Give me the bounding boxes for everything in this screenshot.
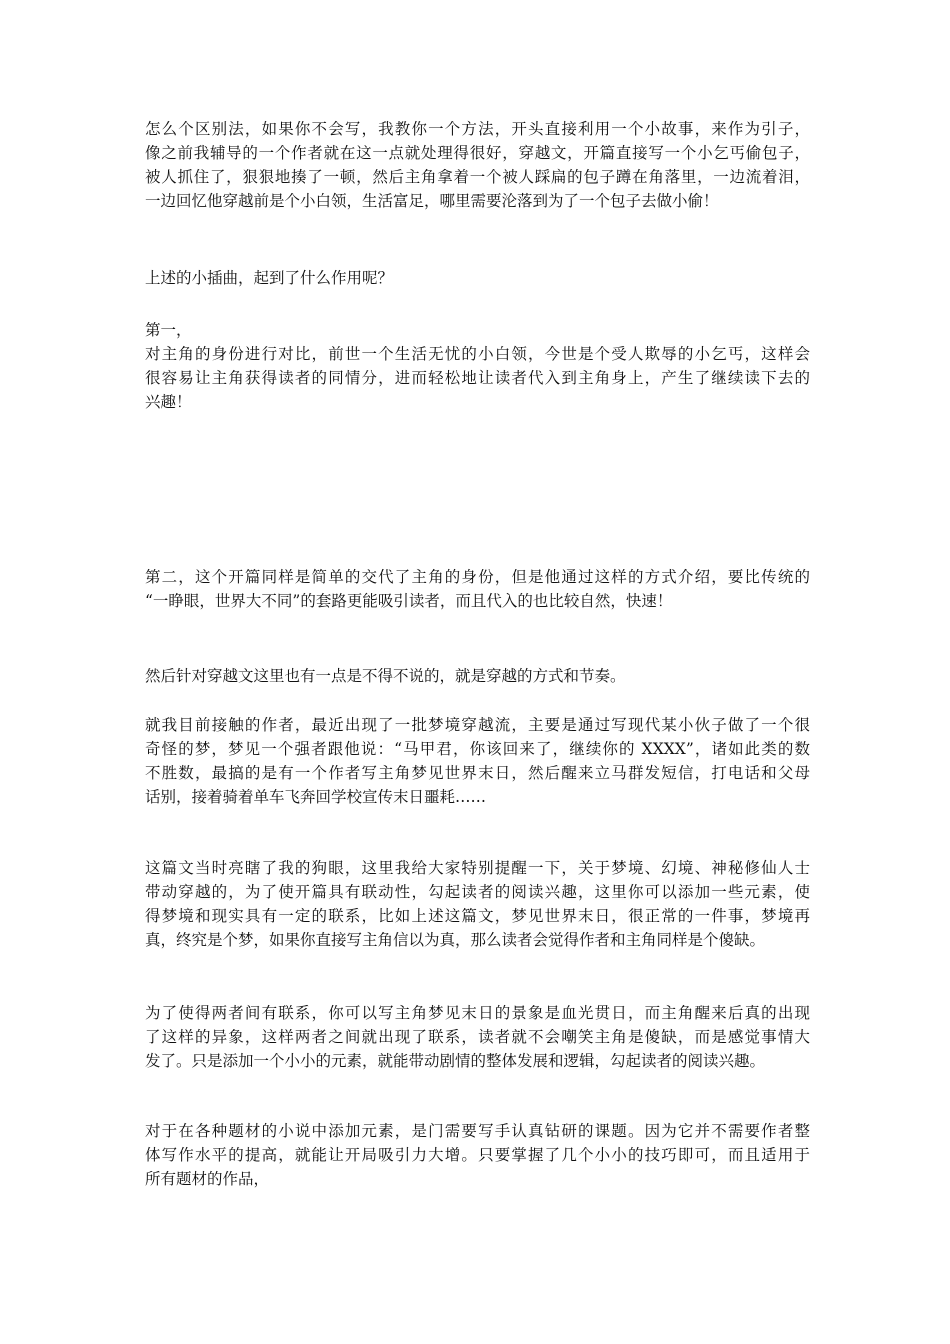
text-line: 然后针对穿越文这里也有一点是不得不说的，就是穿越的方式和节奏。 bbox=[145, 667, 626, 685]
text-line: 第一， bbox=[145, 321, 192, 339]
paragraph-reminder bbox=[145, 856, 810, 952]
paragraph-connection bbox=[145, 1001, 810, 1073]
text-line: 了这样的异象，这样两者之间就出现了联系，读者就不会嘲笑主角是傻缺，而是感觉事情大 bbox=[145, 1028, 810, 1046]
text-line: 带动穿越的，为了使开篇具有联动性，勾起读者的阅读兴趣，这里你可以添加一些元素，使 bbox=[145, 883, 810, 901]
text-line: 话别，接着骑着单车飞奔回学校宣传末日噩耗…… bbox=[145, 788, 487, 806]
paragraph-travel-method bbox=[145, 664, 810, 688]
text-line: 像之前我辅导的一个作者就在这一点就处理得很好，穿越文，开篇直接写一个小乞丐偷包子， bbox=[145, 144, 810, 162]
text-line: 第二，这个开篇同样是简单的交代了主角的身份，但是他通过这样的方式介绍，要比传统的 bbox=[145, 568, 810, 586]
text-line: 奇怪的梦，梦见一个强者跟他说：“马甲君，你该回来了，继续你的 XXXX”，诸如此类的数 bbox=[145, 740, 810, 758]
text-line: 体写作水平的提高，就能让开局吸引力大增。只要掌握了几个小小的技巧即可，而且适用于 bbox=[145, 1146, 810, 1164]
text-line: 这篇文当时亮瞎了我的狗眼，这里我给大家特别提醒一下，关于梦境、幻境、神秘修仙人士 bbox=[145, 859, 810, 877]
text-line: 为了使得两者间有联系，你可以写主角梦见末日的景象是血光贯日，而主角醒来后真的出现 bbox=[145, 1004, 810, 1022]
text-line: 得梦境和现实具有一定的联系，比如上述这篇文，梦见世界末日，很正常的一件事，梦境再 bbox=[145, 907, 810, 925]
paragraph-point-two bbox=[145, 565, 810, 613]
text-line: 被人抓住了，狠狠地揍了一顿，然后主角拿着一个被人踩扁的包子蹲在角落里，一边流着泪， bbox=[145, 168, 810, 186]
paragraph-question bbox=[145, 266, 810, 290]
text-line: 上述的小插曲，起到了什么作用呢？ bbox=[145, 269, 394, 287]
paragraph-elements bbox=[145, 1119, 810, 1191]
paragraph-dream-travel bbox=[145, 713, 810, 809]
text-line: 怎么个区别法，如果你不会写，我教你一个方法，开头直接利用一个小故事，来作为引子， bbox=[145, 120, 810, 138]
text-line: 很容易让主角获得读者的同情分，进而轻松地让读者代入到主角身上，产生了继续读下去的 bbox=[145, 369, 810, 387]
paragraph-point-one bbox=[145, 318, 810, 414]
text-line: 对主角的身份进行对比，前世一个生活无忧的小白领，今世是个受人欺辱的小乞丐，这样会 bbox=[145, 345, 810, 363]
text-line: 所有题材的作品， bbox=[145, 1170, 270, 1188]
text-line: 就我目前接触的作者，最近出现了一批梦境穿越流，主要是通过写现代某小伙子做了一个很 bbox=[145, 716, 810, 734]
text-line: 对于在各种题材的小说中添加元素，是门需要写手认真钻研的课题。因为它并不需要作者整 bbox=[145, 1122, 810, 1140]
text-line: 不胜数，最搞的是有一个作者写主角梦见世界末日，然后醒来立马群发短信，打电话和父母 bbox=[145, 764, 810, 782]
text-line: “一睁眼，世界大不同”的套路更能吸引读者，而且代入的也比较自然，快速！ bbox=[145, 592, 673, 610]
paragraph-intro-story bbox=[145, 117, 810, 213]
text-line: 真，终究是个梦，如果你直接写主角信以为真，那么读者会觉得作者和主角同样是个傻缺。 bbox=[145, 931, 766, 949]
text-line: 一边回忆他穿越前是个小白领，生活富足，哪里需要沦落到为了一个包子去做小偷！ bbox=[145, 192, 719, 210]
text-line: 发了。只是添加一个小小的元素，就能带动剧情的整体发展和逻辑，勾起读者的阅读兴趣。 bbox=[145, 1052, 766, 1070]
text-line: 兴趣！ bbox=[145, 393, 192, 411]
